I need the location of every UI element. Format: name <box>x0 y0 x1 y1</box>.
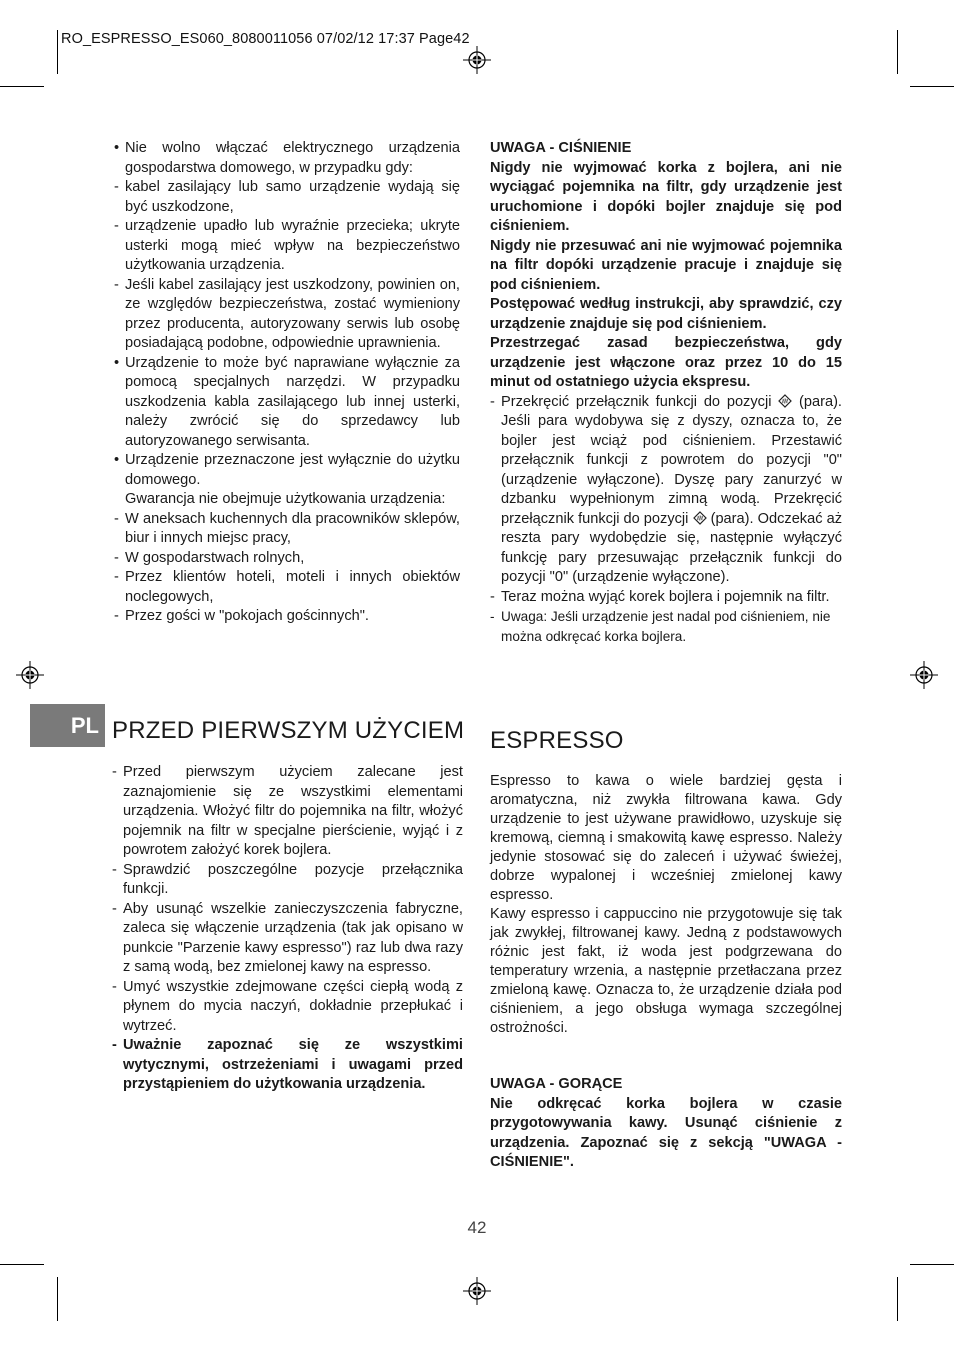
safety-subitem: - Jeśli kabel zasilający jest uszkodzony, powinien on, ze względów bezpieczeństwa, zostać wymieniony przez producenta, autoryzowany serwis lub osobę posiadającą podobne, odpowiednie uprawnienia. <box>114 276 460 354</box>
language-tab: PL <box>30 704 105 747</box>
first-use-warning: - Uważnie zapoznać się ze wszystkimi wytycznymi, ostrzeżeniami i uwagami przed przystąpieniem do użytkowania urządzenia. <box>112 1036 463 1095</box>
steam-icon <box>693 511 707 525</box>
crop-mark <box>57 30 58 74</box>
pressure-heading: UWAGA - CIŚNIENIE <box>490 140 632 156</box>
pressure-warning: Przestrzegać zasad bezpieczeństwa, gdy urządzenie jest włączone oraz przez 10 do 15 minut od ostatniego użycia ekspresu. <box>490 335 842 390</box>
espresso-paragraph: Kawy espresso i cappuccino nie przygotowuje się tak jak zwykłej, filtrowanej kawy. Jedną z podstawowych różnic jest fakt, iż woda jest podgrzewana do temperatury wrzenia, a następnie przetłaczana przez zmieloną kawę. Oznacza to, że urządzenie działa pod ciśnieniem, a jego obsługa wymaga szczególnej ostrożności. <box>490 906 842 1036</box>
safety-bullet: • Urządzenie przeznaczone jest wyłącznie do użytku domowego. <box>114 451 460 490</box>
safety-subitem: - kabel zasilający lub samo urządzenie wydają się być uszkodzone, <box>114 178 460 217</box>
safety-bullet: • Urządzenie to może być naprawiane wyłącznie za pomocą specjalnych narzędzi. W przypadku uszkodzenia kabla zasilającego lub innej usterki, należy zwrócić się do sprzedawcy lub autoryzowanego serwisanta. <box>114 354 460 452</box>
crop-mark <box>910 1264 954 1265</box>
first-use-section <box>112 763 463 1095</box>
pressure-step-text: (para). Odczekać aż reszta pary wydobędzie się, następnie wyłączyć funkcję pary przesuwając przełącznik funkcji do pozycji "0" (urządzenie wyłączone). <box>501 510 842 585</box>
pressure-section <box>490 139 842 646</box>
hot-heading: UWAGA - GORĄCE <box>490 1076 623 1092</box>
espresso-section <box>490 772 842 1038</box>
first-use-item: - Aby usunąć wszelkie zanieczyszczenia fabryczne, zaleca się włączenie urządzenia (tak jak opisano w punkcie "Parzenie kawy espresso") raz lub dwa razy z samą wodą, bez zmielonej kawy na espresso. <box>112 900 463 978</box>
pressure-step-text: Przekręcić przełącznik funkcji do pozycji <box>501 393 772 410</box>
pressure-step <box>490 393 842 588</box>
registration-mark-icon <box>910 661 938 689</box>
crop-mark <box>910 86 954 87</box>
steam-icon <box>778 394 792 408</box>
espresso-paragraph: Espresso to kawa o wiele bardziej gęsta i aromatyczna, niż zwykła filtrowana kawa. Gdy urządzenie to jest używane prawidłowo, uzyskuje się kremową, ciemną i smakowitą kawę espresso. Należy jedynie stosować się do zaleceń i używać świeżej, dobrze wypalonej i wcześniej zmielonej kawy espresso. <box>490 773 842 903</box>
pressure-note: - Uwaga: Jeśli urządzenie jest nadal pod ciśnieniem, nie można odkręcać korka bojlera. <box>490 607 842 646</box>
warranty-exclusion: - W gospodarstwach rolnych, <box>114 549 460 569</box>
first-use-heading: PRZED PIERWSZYM UŻYCIEM <box>112 717 465 744</box>
crop-mark <box>0 86 44 87</box>
crop-mark <box>57 1277 58 1321</box>
left-safety-section <box>114 139 460 627</box>
espresso-heading: ESPRESSO <box>490 727 624 754</box>
safety-bullet: • Nie wolno włączać elektrycznego urządzenia gospodarstwa domowego, w przypadku gdy: <box>114 139 460 178</box>
pressure-warning: Postępować według instrukcji, aby sprawdzić, czy urządzenie znajduje się pod ciśnieniem. <box>490 296 842 332</box>
warranty-exclusion: - Przez klientów hoteli, moteli i innych obiektów noclegowych, <box>114 568 460 607</box>
pressure-warning: Nigdy nie wyjmować korka z bojlera, ani nie wyciągać pojemnika na filtr, gdy urządzenie jest uruchomione i dopóki bojler znajduje się pod ciśnieniem. <box>490 159 842 234</box>
crop-mark <box>0 1264 44 1265</box>
hot-section <box>490 1075 842 1173</box>
crop-mark <box>897 30 898 74</box>
warranty-exclusion: - W aneksach kuchennych dla pracowników sklepów, biur i innych miejsc pracy, <box>114 510 460 549</box>
pressure-step-text: (para). Jeśli para wydobywa się z dyszy, oznacza to, że bojler jest wciąż pod ciśnieniem. Przestawić przełącznik funkcji z powrotem do pozycji "0" (urządzenie wyłączone). Dyszę pary zanurzyć w dzbanku wypełnionym zimną wodą. Przekręcić przełącznik funkcji do pozycji <box>501 393 842 527</box>
print-slug: RO_ESPRESSO_ES060_8080011056 07/02/12 17:37 Page42 <box>61 31 470 47</box>
registration-mark-icon <box>463 1277 491 1305</box>
first-use-item: - Umyć wszystkie zdejmowane części ciepłą wodą z płynem do mycia naczyń, dokładnie przepłukać i wytrzeć. <box>112 978 463 1037</box>
hot-warning: Nie odkręcać korka bojlera w czasie przygotowywania kawy. Usunąć ciśnienie z urządzenia. Zapoznać się z sekcją "UWAGA - CIŚNIENIE". <box>490 1095 842 1170</box>
safety-subitem: - urządzenie upadło lub wyraźnie przecieka; ukryte usterki mogą mieć wpływ na bezpieczeństwo użytkowania urządzenia. <box>114 217 460 276</box>
warranty-exclusion: - Przez gości w "pokojach gościnnych". <box>114 607 460 627</box>
first-use-item: - Przed pierwszym użyciem zalecane jest zaznajomienie się ze wszystkimi elementami urządzenia. Włożyć filtr do pojemnika na filtr, włożyć pojemnik na filtr w specjalne pierścienie, wyjąć i z powrotem założyć korek bojlera. <box>112 763 463 861</box>
crop-mark <box>897 1277 898 1321</box>
warranty-note: Gwarancja nie obejmuje użytkowania urządzenia: <box>125 491 446 507</box>
pressure-step: - Teraz można wyjąć korek bojlera i pojemnik na filtr. <box>490 588 842 608</box>
registration-mark-icon <box>463 46 491 74</box>
page-number: 42 <box>467 1218 487 1237</box>
registration-mark-icon <box>16 661 44 689</box>
pressure-warning: Nigdy nie przesuwać ani nie wyjmować pojemnika na filtr dopóki urządzenie pracuje i znajduje się pod ciśnieniem. <box>490 237 842 293</box>
first-use-item: - Sprawdzić poszczególne pozycje przełącznika funkcji. <box>112 861 463 900</box>
